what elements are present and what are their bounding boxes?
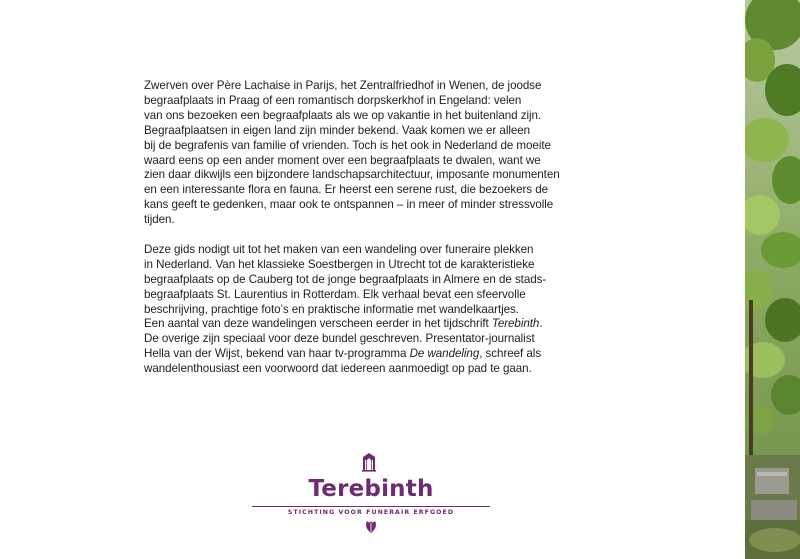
- logo-subtitle: STICHTING VOOR FUNERAIR ERFGOED: [287, 509, 455, 516]
- text-line: begraafplaats in Praag of een romantisch dorpskerkhof in Engeland: velen: [144, 93, 522, 107]
- text-line: begraafplaats op de Cauberg tot de jonge begraafplaats in Almere en de stads-: [144, 272, 547, 286]
- leaf-icon: [364, 520, 378, 534]
- logo-rule: [252, 506, 490, 507]
- text-run: Een aantal van deze wandelingen verscheen eerder in het tijdschrift: [144, 317, 492, 331]
- text-line: Begraafplaatsen in eigen land zijn minder bekend. Vaak komen we er alleen: [144, 123, 531, 137]
- cemetery-photo-image: [745, 0, 800, 559]
- terebinth-logo: [252, 452, 490, 536]
- text-line: zien daar dikwijls een bijzondere landschapsarchitectuur, imposante monumenten: [144, 168, 560, 182]
- text-line: en een interessante flora en fauna. Er heerst een serene rust, die bezoekers de: [144, 183, 549, 197]
- text-line: [144, 317, 606, 332]
- text-run: Hella van der Wijst, bekend van haar tv-programma: [144, 347, 410, 361]
- body-text: [144, 79, 606, 377]
- program-title: De wandeling: [409, 347, 480, 361]
- text-line: De overige zijn speciaal voor deze bundel geschreven. Presentator-journalist: [144, 332, 535, 346]
- text-run: , schreef als: [479, 347, 542, 361]
- text-line: Deze gids nodigt uit tot het maken van een wandeling over funeraire plekken: [144, 242, 534, 256]
- paragraph-gap: [144, 228, 606, 243]
- text-line: [144, 347, 606, 362]
- text-line: in Nederland. Van het klassieke Soestbergen in Utrecht tot de karakteristieke: [144, 257, 535, 271]
- text-line: bij de begrafenis van familie of vrienden. Toch is het ook in Nederland de moeite: [144, 138, 551, 152]
- text-line: van ons bezoeken een begraafplaats als we op vakantie in het buitenland zijn.: [144, 108, 542, 122]
- text-line: tijden.: [144, 213, 175, 227]
- tree-emblem-icon: [360, 452, 378, 472]
- text-run: .: [539, 317, 543, 331]
- logo-wordmark: Terebinth: [308, 476, 434, 502]
- text-line: Zwerven over Père Lachaise in Parijs, het Zentralfriedhof in Wenen, de joodse: [144, 79, 542, 92]
- cemetery-photo: [745, 0, 800, 559]
- text-line: kans geeft te gedenken, maar ook te ontspannen – in meer of minder stressvolle: [144, 198, 554, 212]
- text-line: wandelenthousiast een voorwoord dat iedereen aanmoedigt op pad te gaan.: [144, 362, 532, 376]
- text-line: beschrijving, prachtige foto’s en praktische informatie met wandelkaartjes.: [144, 302, 519, 316]
- text-line: begraafplaats St. Laurentius in Rotterdam. Elk verhaal bevat een sfeervolle: [144, 287, 526, 301]
- text-line: waard eens op een ander moment over een begraafplaats te dwalen, want we: [144, 153, 541, 167]
- magazine-title: Terebinth: [491, 317, 540, 331]
